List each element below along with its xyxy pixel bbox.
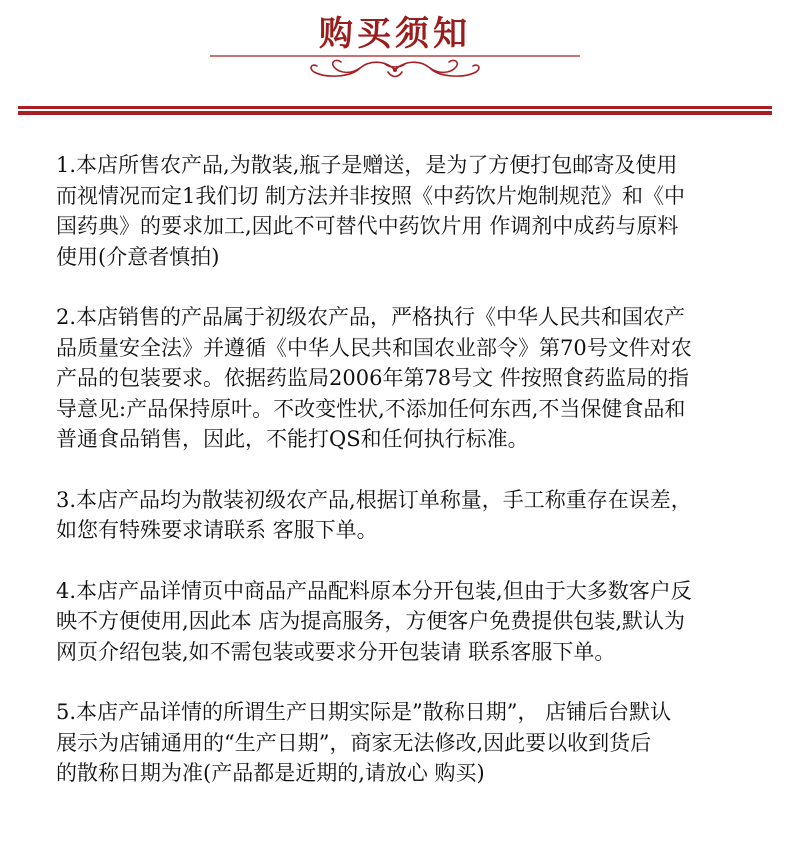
notice-line: 国药典》的要求加工,因此不可替代中药饮片用 作调剂中成药与原料	[56, 214, 679, 238]
notice-line: 如您有特殊要求请联系 客服下单。	[56, 518, 378, 542]
notice-line: 4.本店产品详情页中商品产品配料原本分开包装,但由于大多数客户反	[56, 578, 692, 603]
scroll-flourish-icon	[210, 50, 580, 82]
notice-line: 2.本店销售的产品属于初级农产品，严格执行《中华人民共和国农产	[56, 305, 686, 329]
notice-line: 3.本店产品均为散装初级农产品,根据订单称量，手工称重存在误差，	[56, 487, 692, 512]
notice-line: 品质量安全法》并遵循《中华人民共和国农业部令》第70号文件对农	[56, 335, 692, 360]
divider-line-bottom	[18, 111, 772, 115]
notice-line: 展示为店铺通用的“生产日期”，商家无法修改,因此要以收到货后	[56, 730, 652, 755]
notice-line: 的散称日期为准(产品都是近期的,请放心 购买)	[56, 761, 485, 785]
page-header	[0, 0, 790, 120]
notice-item-2	[56, 302, 746, 455]
notice-line: 5.本店产品详情的所谓生产日期实际是”散称日期”， 店铺后台默认	[56, 700, 672, 724]
notice-item-3	[56, 485, 746, 546]
notice-item-1	[56, 150, 746, 272]
notice-item-4	[56, 576, 746, 668]
notice-list	[56, 150, 746, 819]
notice-line: 普通食品销售，因此，不能打QS和任何执行标准。	[56, 427, 529, 451]
notice-line: 映不方便使用,因此本 店为提高服务，方便客户免费提供包装,默认为	[56, 609, 686, 633]
notice-line: 1.本店所售农产品,为散装,瓶子是赠送，是为了方便打包邮寄及使用	[56, 153, 678, 177]
notice-line: 导意见:产品保持原叶。不改变性状,不添加任何东西,不当保健食品和	[56, 396, 686, 421]
notice-line: 产品的包装要求。依据药监局2006年第78号文 件按照食药监局的指	[56, 366, 689, 390]
notice-line: 网页介绍包装,如不需包装或要求分开包装请 联系客服下单。	[56, 639, 616, 664]
page-title: 购买须知	[319, 14, 471, 54]
notice-line: 使用(介意者慎拍)	[56, 244, 220, 269]
divider-line-top	[18, 106, 772, 109]
notice-item-5	[56, 697, 746, 789]
notice-line: 而视情况而定1我们切 制方法并非按照《中药饮片炮制规范》和《中	[56, 183, 686, 208]
